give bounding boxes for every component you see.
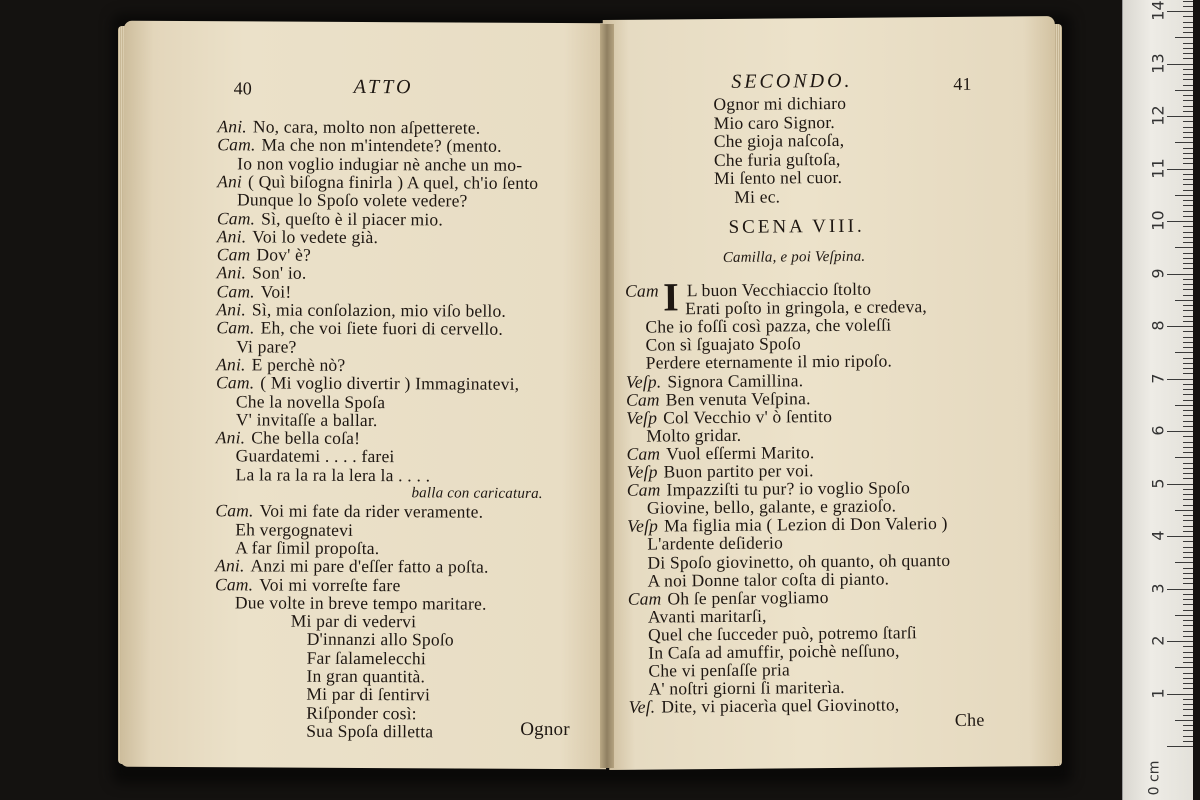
line-text: V' invitaſſe a ballar.: [235, 409, 378, 430]
ruler-tick: [1183, 363, 1193, 364]
line-text: No, cara, molto non aſpetterete.: [252, 116, 481, 138]
ruler-tick: [1183, 389, 1193, 390]
speaker-label: Cam: [625, 280, 659, 301]
speaker-label: Ani.: [215, 555, 245, 576]
ruler-tick: [1183, 463, 1193, 464]
right-text-line: [627, 514, 948, 535]
ruler-tick: [1183, 347, 1193, 348]
speaker-label: Ani.: [216, 262, 247, 283]
right-text-line: [648, 569, 890, 589]
right-text-line: [648, 641, 900, 661]
right-text-line: [646, 352, 893, 372]
ruler-tick: [1167, 694, 1193, 695]
ruler-tick: [1183, 232, 1193, 233]
ruler-tick: [1183, 289, 1193, 290]
ruler-tick: [1175, 510, 1193, 511]
line-text: Giovine, bello, galante, e grazioſo.: [646, 495, 897, 518]
ruler-tick: [1183, 494, 1193, 495]
ruler-tick: [1183, 106, 1193, 107]
ruler-tick: [1183, 610, 1193, 611]
line-text: Voi mi vorreſte fare: [259, 573, 401, 595]
right-catchword: Che: [954, 709, 985, 730]
ruler-tick: [1183, 505, 1193, 506]
ruler-tick: [1183, 74, 1193, 75]
line-text: Riſponder così:: [306, 702, 417, 723]
aria-line: Ognor mi dichiaro: [713, 92, 847, 115]
left-text-line: [291, 612, 416, 631]
ruler-number: 6: [1148, 425, 1168, 436]
left-text-line: [306, 667, 425, 686]
left-text-line: [307, 630, 454, 649]
ruler-tick: [1183, 284, 1193, 285]
ruler-tick: [1183, 111, 1193, 112]
left-text-line: [307, 648, 426, 667]
ruler-tick: [1183, 709, 1193, 710]
ruler-tick: [1183, 137, 1193, 138]
speaker-label: Cam.: [217, 134, 256, 155]
ruler-tick: [1167, 169, 1193, 170]
ruler-tick: [1183, 121, 1193, 122]
line-text: Vi pare?: [236, 335, 297, 357]
ruler-tick: [1183, 226, 1193, 227]
ruler-tick: [1183, 520, 1193, 521]
aria-line: Mi ſento nel cuor.: [714, 166, 843, 189]
speaker-label: Veſp.: [625, 370, 662, 392]
line-text: Che vi penſaſſe pria: [648, 659, 791, 681]
ruler-tick: [1183, 473, 1193, 474]
left-text-line: [306, 685, 430, 704]
line-text: ( Mi voglio divertir ) Immaginatevi,: [260, 372, 520, 394]
ruler-tick: [1175, 615, 1193, 616]
ruler-tick: [1183, 552, 1193, 553]
left-text-line: [237, 191, 468, 210]
ruler-number: 14: [1148, 0, 1168, 21]
ruler-tick: [1183, 410, 1193, 411]
line-text: Oh ſe penſar vogliamo: [667, 586, 829, 609]
line-text: Voi lo vedete già.: [252, 226, 379, 247]
ruler-tick: [1175, 667, 1193, 668]
ruler-tick: [1183, 337, 1193, 338]
line-text: Due volte in breve tempo maritare.: [234, 592, 487, 614]
line-text: In Caſa ad amuffir, poichè neſſuno,: [648, 640, 900, 663]
ruler-tick: [1183, 6, 1193, 7]
line-text: Ben venuta Veſpina.: [665, 387, 811, 410]
aria-line: Che gioja naſcoſa,: [713, 129, 845, 152]
ruler-tick: [1167, 274, 1193, 275]
ruler-tick: [1183, 531, 1193, 532]
ruler-tick: [1167, 116, 1193, 117]
ruler-tick: [1175, 300, 1193, 301]
aria-line: Mio caro Signor.: [713, 111, 836, 133]
right-running-head: SECONDO.: [731, 69, 853, 93]
ruler-tick: [1183, 526, 1193, 527]
ruler-tick: [1167, 326, 1193, 327]
line-text: Voi mi fate da rider veramente.: [259, 500, 484, 522]
ruler-tick: [1183, 636, 1193, 637]
line-text: balla con caricatura.: [411, 485, 543, 502]
right-text-line: [628, 588, 829, 608]
right-text-line: [629, 696, 900, 716]
line-text: Che la novella Spoſa: [235, 390, 386, 412]
ruler-tick: [1183, 704, 1193, 705]
ruler-tick: [1167, 379, 1193, 380]
speaker-label: Veſp: [627, 515, 659, 537]
line-text: Dite, vi piacerìa quel Giovinotto,: [661, 694, 900, 717]
ruler-tick: [1183, 22, 1193, 23]
ruler-tick: [1183, 594, 1193, 595]
line-text: D'innanzi allo Spoſo: [306, 629, 454, 650]
ruler-tick: [1183, 258, 1193, 259]
ruler-tick: [1183, 79, 1193, 80]
ruler-tick: [1183, 730, 1193, 731]
ruler-tick: [1183, 384, 1193, 385]
ruler-tick: [1167, 746, 1193, 747]
ruler-tick: [1175, 457, 1193, 458]
line-text: Dov' è?: [256, 244, 312, 265]
left-page: [120, 21, 610, 770]
ruler-tick: [1183, 736, 1193, 737]
line-text: L buon Vecchiaccio ſtolto: [686, 278, 872, 301]
ruler-tick: [1183, 578, 1193, 579]
line-text: A noi Donne talor coſta di pianto.: [647, 568, 890, 591]
left-running-head: ATTO: [353, 75, 414, 99]
line-text: Vuol eſſermi Marito.: [666, 442, 815, 464]
ruler-tick: [1183, 263, 1193, 264]
line-text: Sì, queſto è il piacer mio.: [261, 207, 444, 229]
speaker-label: Cam.: [216, 207, 256, 228]
aria-line: Che furia guſtoſa,: [713, 148, 841, 170]
ruler-tick: [1167, 64, 1193, 65]
left-text-line: [217, 264, 307, 282]
ruler-tick: [1167, 589, 1193, 590]
speaker-label: Cam: [216, 244, 251, 265]
left-text-line: [217, 245, 311, 263]
line-text: Mi par di vedervi: [290, 610, 417, 632]
line-text: Buon partito per voi.: [663, 460, 814, 482]
left-text-line: [215, 502, 483, 521]
left-text-line: [306, 703, 417, 722]
line-text: L'ardente deſiderio: [647, 532, 784, 555]
line-text: In gran quantità.: [306, 665, 426, 687]
ruler-number: 2: [1148, 635, 1168, 646]
ruler-tick: [1183, 373, 1193, 374]
aria-line: Mi ec.: [734, 185, 781, 207]
left-text-line: [236, 465, 431, 484]
ruler-tick: [1175, 195, 1193, 196]
ruler-tick: [1175, 720, 1193, 721]
ruler-tick: [1183, 625, 1193, 626]
ruler-tick: [1167, 536, 1193, 537]
ruler-tick: [1183, 321, 1193, 322]
speaker-label: Ani: [217, 171, 243, 192]
ruler-tick: [1175, 562, 1193, 563]
ruler-tick: [1183, 478, 1193, 479]
ruler-tick: [1183, 557, 1193, 558]
speaker-label: Veſp: [626, 461, 658, 482]
ruler-number: 7: [1148, 372, 1168, 384]
ruler-tick: [1183, 631, 1193, 632]
right-text-line: [646, 426, 741, 445]
ruler-number: 8: [1148, 320, 1168, 331]
left-text-line: [217, 209, 443, 228]
ruler-number: 3: [1148, 582, 1168, 594]
scene-title: SCENA VIII.: [728, 215, 865, 238]
ruler-tick: [1167, 641, 1193, 642]
line-text: Molto gridar.: [646, 424, 742, 446]
speaker-label: Cam.: [216, 317, 255, 338]
ruler-number: 10: [1148, 210, 1168, 231]
left-text-line: [236, 392, 385, 411]
ruler-tick: [1183, 310, 1193, 311]
speaker-label: Cam.: [215, 500, 254, 521]
ruler-tick: [1183, 216, 1193, 217]
speaker-label: Cam.: [216, 372, 255, 393]
ruler-number: 11: [1148, 157, 1168, 179]
ruler-tick: [1183, 652, 1193, 653]
line-text: Col Vecchio v' ò ſentito: [663, 405, 833, 428]
left-text-line: [216, 282, 291, 300]
ruler-tick: [1183, 27, 1193, 28]
ruler-tick: [1167, 11, 1193, 12]
ruler-tick: [1183, 673, 1193, 674]
ruler-tick: [1183, 442, 1193, 443]
line-text: Mi par di ſentirvi: [306, 683, 431, 705]
ruler-tick: [1183, 573, 1193, 574]
ruler-tick: [1183, 468, 1193, 469]
ruler-tick: [1183, 179, 1193, 180]
ruler-tick: [1183, 148, 1193, 149]
line-text: Di Spoſo giovinetto, oh quanto, oh quanto: [647, 549, 951, 573]
ruler-tick: [1183, 190, 1193, 191]
ruler-number: 1: [1148, 687, 1168, 699]
line-text: Guardatemi . . . . farei: [235, 445, 395, 467]
line-text: Con sì ſguajato Spoſo: [645, 333, 802, 355]
right-page: [603, 16, 1062, 770]
ruler-number: 5: [1148, 477, 1168, 489]
line-text: Voi!: [260, 281, 292, 302]
line-text: E perchè nò?: [251, 354, 346, 375]
ruler-tick: [1183, 48, 1193, 49]
ruler-tick: [1183, 95, 1193, 96]
speaker-label: Ani.: [217, 116, 247, 137]
line-text: A' noſtri giorni ſi mariterìa.: [648, 677, 845, 699]
right-text-line: [648, 606, 767, 625]
left-text-line: [215, 575, 401, 594]
ruler-tick: [1183, 688, 1193, 689]
ruler-tick: [1183, 421, 1193, 422]
ruler-tick: [1183, 541, 1193, 542]
left-text-line: [216, 428, 361, 447]
ruler-tick: [1183, 153, 1193, 154]
line-text: A far ſimil propoſta.: [235, 537, 380, 558]
right-page-number: 41: [953, 73, 972, 94]
ruler-tick: [1175, 352, 1193, 353]
ruler-tick: [1183, 452, 1193, 453]
line-text: Eh, che voi ſiete fuori di cervello.: [260, 317, 504, 340]
ruler-tick: [1183, 715, 1193, 716]
ruler-tick: [1183, 58, 1193, 59]
speaker-label: Veſ.: [628, 696, 656, 718]
line-text: Ma che non m'intendete? (mento.: [261, 134, 502, 157]
speaker-label: Cam.: [214, 573, 254, 594]
line-text: Impazziſti tu pur? io voglio Spoſo: [666, 477, 911, 500]
ruler-tick: [1183, 174, 1193, 175]
ruler-tick: [1183, 16, 1193, 17]
measuring-ruler: [1122, 0, 1193, 800]
ruler-number: 9: [1148, 267, 1168, 279]
ruler-tick: [1183, 368, 1193, 369]
ruler-tick: [1183, 568, 1193, 569]
right-text-line: [645, 316, 891, 336]
ruler-tick: [1183, 242, 1193, 243]
ruler-tick: [1183, 583, 1193, 584]
ruler-tick: [1183, 358, 1193, 359]
left-text-line: [306, 722, 433, 741]
ruler-tick: [1183, 394, 1193, 395]
ruler-number: 13: [1148, 52, 1168, 74]
left-text-line: [217, 227, 378, 246]
ruler-tick: [1183, 620, 1193, 621]
line-text: La la ra la ra la lera la . . . .: [235, 464, 431, 486]
ruler-tick: [1183, 132, 1193, 133]
ruler-tick: [1175, 142, 1193, 143]
ruler-tick: [1183, 515, 1193, 516]
ruler-tick: [1183, 268, 1193, 269]
ruler-tick: [1183, 85, 1193, 86]
ruler-tick: [1183, 279, 1193, 280]
ruler-number: 4: [1148, 530, 1168, 541]
ruler-tick: [1183, 499, 1193, 500]
line-text: Ma figlia mia ( Lezion di Don Valerio ): [664, 513, 948, 536]
ruler-tick: [1183, 237, 1193, 238]
ruler-tick: [1183, 683, 1193, 684]
speaker-label: Cam: [626, 479, 661, 500]
speaker-label: Ani.: [215, 427, 246, 448]
ruler-tick: [1183, 184, 1193, 185]
right-text-line: [626, 407, 832, 427]
ruler-tick: [1167, 221, 1193, 222]
ruler-tick: [1167, 484, 1193, 485]
ruler-tick: [1175, 37, 1193, 38]
ruler-tick: [1183, 604, 1193, 605]
ruler-tick: [1183, 662, 1193, 663]
speaker-label: Cam: [627, 588, 662, 609]
speaker-label: Cam: [626, 443, 661, 464]
left-text-line: [236, 447, 395, 466]
ruler-tick: [1175, 90, 1193, 91]
line-text: Anzi mi pare d'eſſer fatto a poſta.: [250, 555, 489, 577]
line-text: Quel che ſucceder può, potremo ſtarſi: [648, 622, 918, 645]
ruler-tick: [1183, 699, 1193, 700]
line-text: Io non voglio indugiar nè anche un mo-: [237, 152, 523, 175]
ruler-tick: [1183, 253, 1193, 254]
left-text-line: [217, 117, 480, 136]
left-text-line: [235, 538, 379, 557]
line-text: Eh vergognatevi: [235, 518, 354, 540]
left-text-line: [235, 520, 353, 539]
ruler-number: 12: [1148, 105, 1168, 126]
ruler-tick: [1183, 657, 1193, 658]
speaker-label: Veſp: [626, 407, 658, 428]
drop-cap: I: [662, 274, 679, 320]
ruler-tick: [1183, 295, 1193, 296]
left-text-line: [236, 337, 296, 355]
ruler-tick: [1183, 205, 1193, 206]
ruler-tick: [1183, 447, 1193, 448]
ruler-tick: [1175, 247, 1193, 248]
line-text: Avanti maritarſi,: [647, 605, 767, 627]
ruler-tick: [1175, 405, 1193, 406]
ruler-tick: [1183, 342, 1193, 343]
ruler-tick: [1183, 53, 1193, 54]
ruler-tick: [1183, 200, 1193, 201]
line-text: Sì, mia conſolazion, mio viſo bello.: [251, 299, 507, 321]
ruler-tick: [1183, 331, 1193, 332]
line-text: Che io foſſi così pazza, che voleſſi: [645, 314, 892, 337]
ruler-tick: [1183, 436, 1193, 437]
ruler-tick: [1183, 415, 1193, 416]
line-text: Far ſalamelecchi: [306, 647, 427, 669]
scene-characters: Camilla, e poi Veſpina.: [722, 248, 866, 266]
speaker-label: Ani.: [216, 299, 246, 320]
ruler-tick: [1183, 32, 1193, 33]
ruler-tick: [1183, 599, 1193, 600]
ruler-tick: [1183, 100, 1193, 101]
speaker-label: Cam.: [216, 280, 255, 302]
line-text: Perdere eternamente il mio ripoſo.: [645, 350, 893, 374]
speaker-label: Ani.: [216, 226, 247, 247]
ruler-tick: [1183, 741, 1193, 742]
ruler-tick: [1167, 431, 1193, 432]
line-text: Dunque lo Spoſo volete vedere?: [236, 189, 468, 211]
left-text-line: [236, 410, 378, 429]
left-text-line: [235, 593, 487, 612]
ruler-tick: [1183, 211, 1193, 212]
speaker-label: Ani.: [216, 354, 246, 375]
ruler-tick: [1183, 725, 1193, 726]
ruler-tick: [1183, 43, 1193, 44]
ruler-tick: [1183, 163, 1193, 164]
ruler-tick: [1183, 127, 1193, 128]
ruler-tick: [1183, 489, 1193, 490]
ruler-tick: [1183, 646, 1193, 647]
line-text: Signora Camillina.: [667, 369, 804, 391]
left-text-line: [216, 355, 345, 374]
left-page-number: 40: [233, 78, 253, 99]
left-text-line: [411, 484, 542, 503]
ruler-tick: [1183, 158, 1193, 159]
line-text: ( Quì biſogna finirla ) A quel, ch'io ſento: [247, 171, 539, 193]
book-gutter: [600, 24, 614, 768]
line-text: Erati poſto in gringola, e credeva,: [685, 296, 928, 319]
left-text-line: [215, 556, 489, 575]
ruler-tick: [1183, 400, 1193, 401]
line-text: Son' io.: [252, 262, 307, 284]
speaker-label: Cam: [625, 389, 660, 410]
line-text: Sua Spoſa dilletta: [306, 720, 434, 742]
ruler-unit-label: 0 cm: [1146, 760, 1163, 796]
left-catchword: Ognor: [520, 718, 570, 741]
ruler-tick: [1183, 69, 1193, 70]
ruler-tick: [1183, 305, 1193, 306]
ruler-tick: [1183, 1, 1193, 2]
ruler-tick: [1183, 426, 1193, 427]
ruler-tick: [1183, 678, 1193, 679]
ruler-tick: [1183, 547, 1193, 548]
line-text: Che bella coſa!: [251, 427, 361, 449]
ruler-tick: [1183, 316, 1193, 317]
